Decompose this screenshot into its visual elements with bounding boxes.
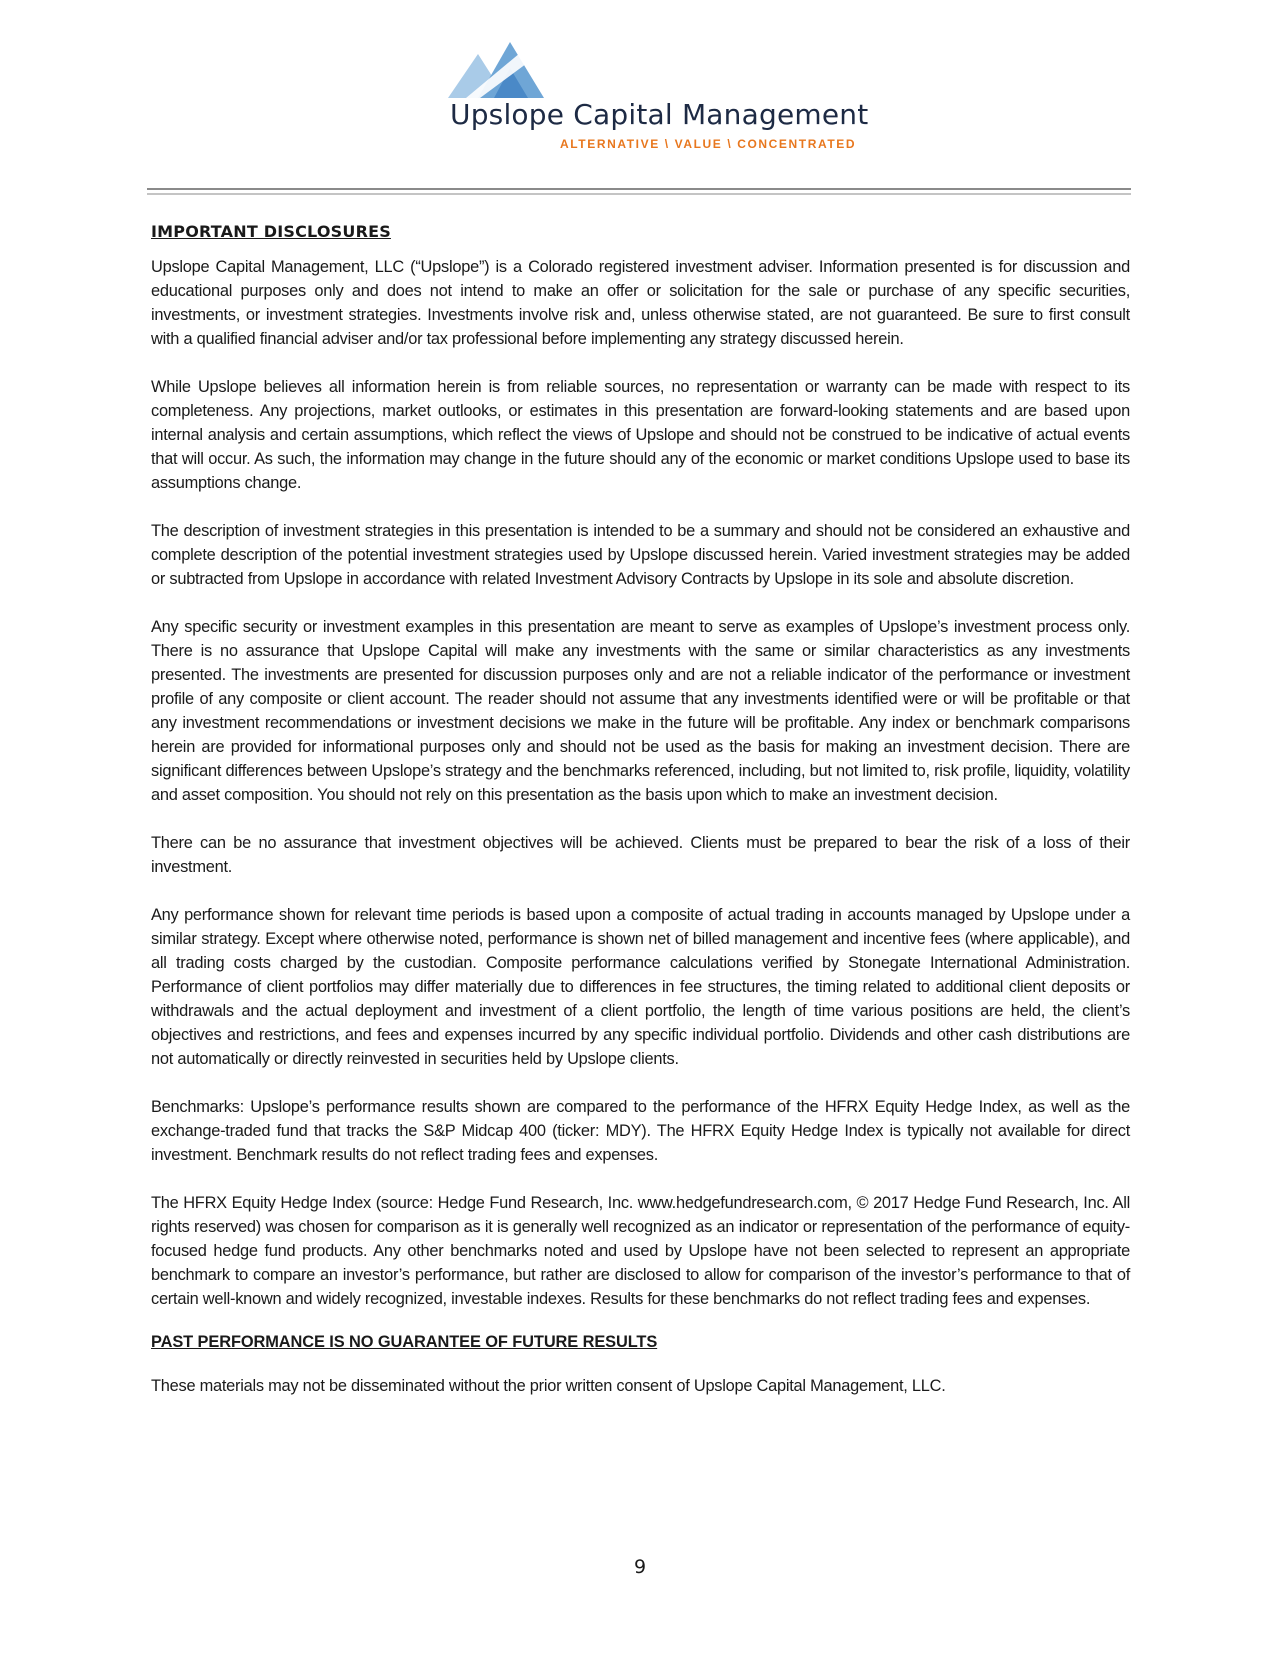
company-name: Upslope Capital Management (450, 98, 869, 131)
disclosure-paragraph: Any specific security or investment examples in this presentation are meant to serve as examples of Upslope’s investment process only. There is no assurance that Upslope Capital will make any investments with the same or similar characteristics as any investments presented. The investments are presented for discussion purposes only and are not a reliable indicator of the performance or investment profile of any composite or client account. The reader should not assume that any investments identified were or will be profitable or that any investment recommendations or investment decisions we make in the future will be profitable. Any index or benchmark comparisons herein are provided for informational purposes only and should not be used as the basis for making an investment decision. There are significant differences between Upslope’s strategy and the benchmarks referenced, including, but not limited to, risk profile, liquidity, volatility and asset composition. You should not rely on this presentation as the basis upon which to make an investment decision. (151, 618, 1130, 804)
disclosure-content (151, 222, 1130, 1398)
dissemination-note: These materials may not be disseminated without the prior written consent of Upslope Capital Management, LLC. (151, 1377, 946, 1395)
mountain-logo-icon (448, 40, 552, 100)
disclosure-paragraph: Benchmarks: Upslope’s performance results shown are compared to the performance of the HFRX Equity Hedge Index, as well as the exchange-traded fund that tracks the S&P Midcap 400 (ticker: MDY). The HFRX Equity Hedge Index is typically not available for direct investment. Benchmark results do not reflect trading fees and expenses. (151, 1098, 1130, 1164)
page-header (0, 0, 1280, 190)
disclosure-paragraph: There can be no assurance that investment objectives will be achieved. Clients must be prepared to bear the risk of a loss of their investment. (151, 834, 1130, 876)
section-title: IMPORTANT DISCLOSURES (151, 222, 391, 241)
disclosure-paragraph: Any performance shown for relevant time periods is based upon a composite of actual trading in accounts managed by Upslope under a similar strategy. Except where otherwise noted, performance is shown net of billed management and incentive fees (where applicable), and all trading costs charged by the custodian. Composite performance calculations verified by Stonegate International Administration. Performance of client portfolios may differ materially due to differences in fee structures, the timing related to additional client deposits or withdrawals and the actual deployment and investment of a client portfolio, the length of time various positions are held, the client’s objectives and restrictions, and fees and expenses incurred by any specific individual portfolio. Dividends and other cash distributions are not automatically or directly reinvested in securities held by Upslope clients. (151, 906, 1130, 1068)
disclosure-paragraph: While Upslope believes all information herein is from reliable sources, no representation or warranty can be made with respect to its completeness. Any projections, market outlooks, or estimates in this presentation are forward-looking statements and are based upon internal analysis and certain assumptions, which reflect the views of Upslope and should not be construed to be indicative of actual events that will occur. As such, the information may change in the future should any of the economic or market conditions Upslope used to base its assumptions change. (151, 378, 1130, 492)
disclosure-paragraph: Upslope Capital Management, LLC (“Upslope”) is a Colorado registered investment adviser. Information presented is for discussion and educational purposes only and does not intend to make an offer or solicitation for the sale or purchase of any specific securities, investments, or investment strategies. Investments involve risk and, unless otherwise stated, are not guaranteed. Be sure to first consult with a qualified financial adviser and/or tax professional before implementing any strategy discussed herein. (151, 258, 1130, 348)
disclosure-paragraph: The HFRX Equity Hedge Index (source: Hedge Fund Research, Inc. www.hedgefundresearch.com, © 2017 Hedge Fund Research, Inc. All rights reserved) was chosen for comparison as it is generally well recognized as an indicator or representation of the performance of equity-focused hedge fund products. Any other benchmarks noted and used by Upslope have not been selected to represent an appropriate benchmark to compare an investor’s performance, but rather are disclosed to allow for comparison of the investor’s performance to that of certain well-known and widely recognized, investable indexes. Results for these benchmarks do not reflect trading fees and expenses. (151, 1194, 1130, 1308)
disclosure-paragraph: The description of investment strategies in this presentation is intended to be a summary and should not be considered an exhaustive and complete description of the potential investment strategies used by Upslope discussed herein. Varied investment strategies may be added or subtracted from Upslope in accordance with related Investment Advisory Contracts by Upslope in its sole and absolute discretion. (151, 522, 1130, 588)
header-divider (147, 188, 1131, 195)
company-tagline: ALTERNATIVE \ VALUE \ CONCENTRATED (560, 137, 857, 151)
performance-warning: PAST PERFORMANCE IS NO GUARANTEE OF FUTURE RESULTS (151, 1333, 658, 1351)
page-number: 9 (633, 1556, 647, 1578)
